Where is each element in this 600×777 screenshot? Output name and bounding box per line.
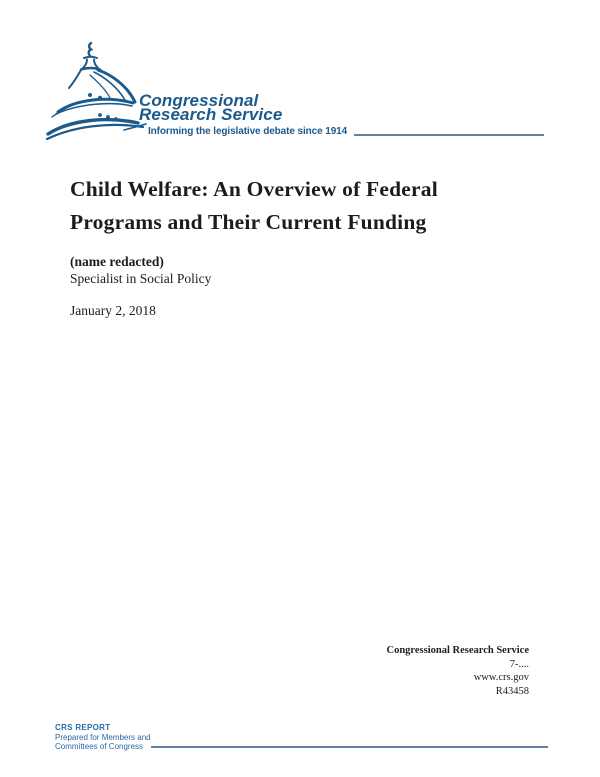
capitol-dome-icon <box>46 40 151 145</box>
publication-report-number: R43458 <box>495 686 529 698</box>
publication-org: Congressional Research Service <box>386 645 529 656</box>
crs-wordmark-line1: Congressional <box>139 91 259 110</box>
report-title-line1: Child Welfare: An Overview of Federal <box>70 177 438 201</box>
footer-prepared-line1: Prepared for Members and <box>55 732 151 742</box>
footer-prepared-row <box>55 742 548 752</box>
report-title <box>70 173 438 239</box>
crs-wordmark-line2: Research Service <box>139 105 283 124</box>
footer-prepared-line2: Committees of Congress <box>55 742 144 752</box>
publication-info-block <box>386 644 529 699</box>
crs-report-label: CRS REPORT <box>55 723 111 732</box>
logo-tagline: Informing the legislative debate since 1914 <box>148 126 348 137</box>
publication-phone: 7-.... <box>509 658 529 670</box>
report-date: January 2, 2018 <box>70 303 156 318</box>
crs-wordmark <box>139 91 283 124</box>
footer-rule <box>151 746 548 747</box>
author-block <box>70 254 211 287</box>
publication-website: www.crs.gov <box>473 672 529 684</box>
author-name: (name redacted) <box>70 254 164 269</box>
tagline-rule <box>354 134 544 136</box>
crs-report-footer-block <box>55 723 548 752</box>
logo-tagline-row <box>148 126 544 138</box>
report-title-line2: Programs and Their Current Funding <box>70 210 427 234</box>
author-role: Specialist in Social Policy <box>70 270 212 286</box>
